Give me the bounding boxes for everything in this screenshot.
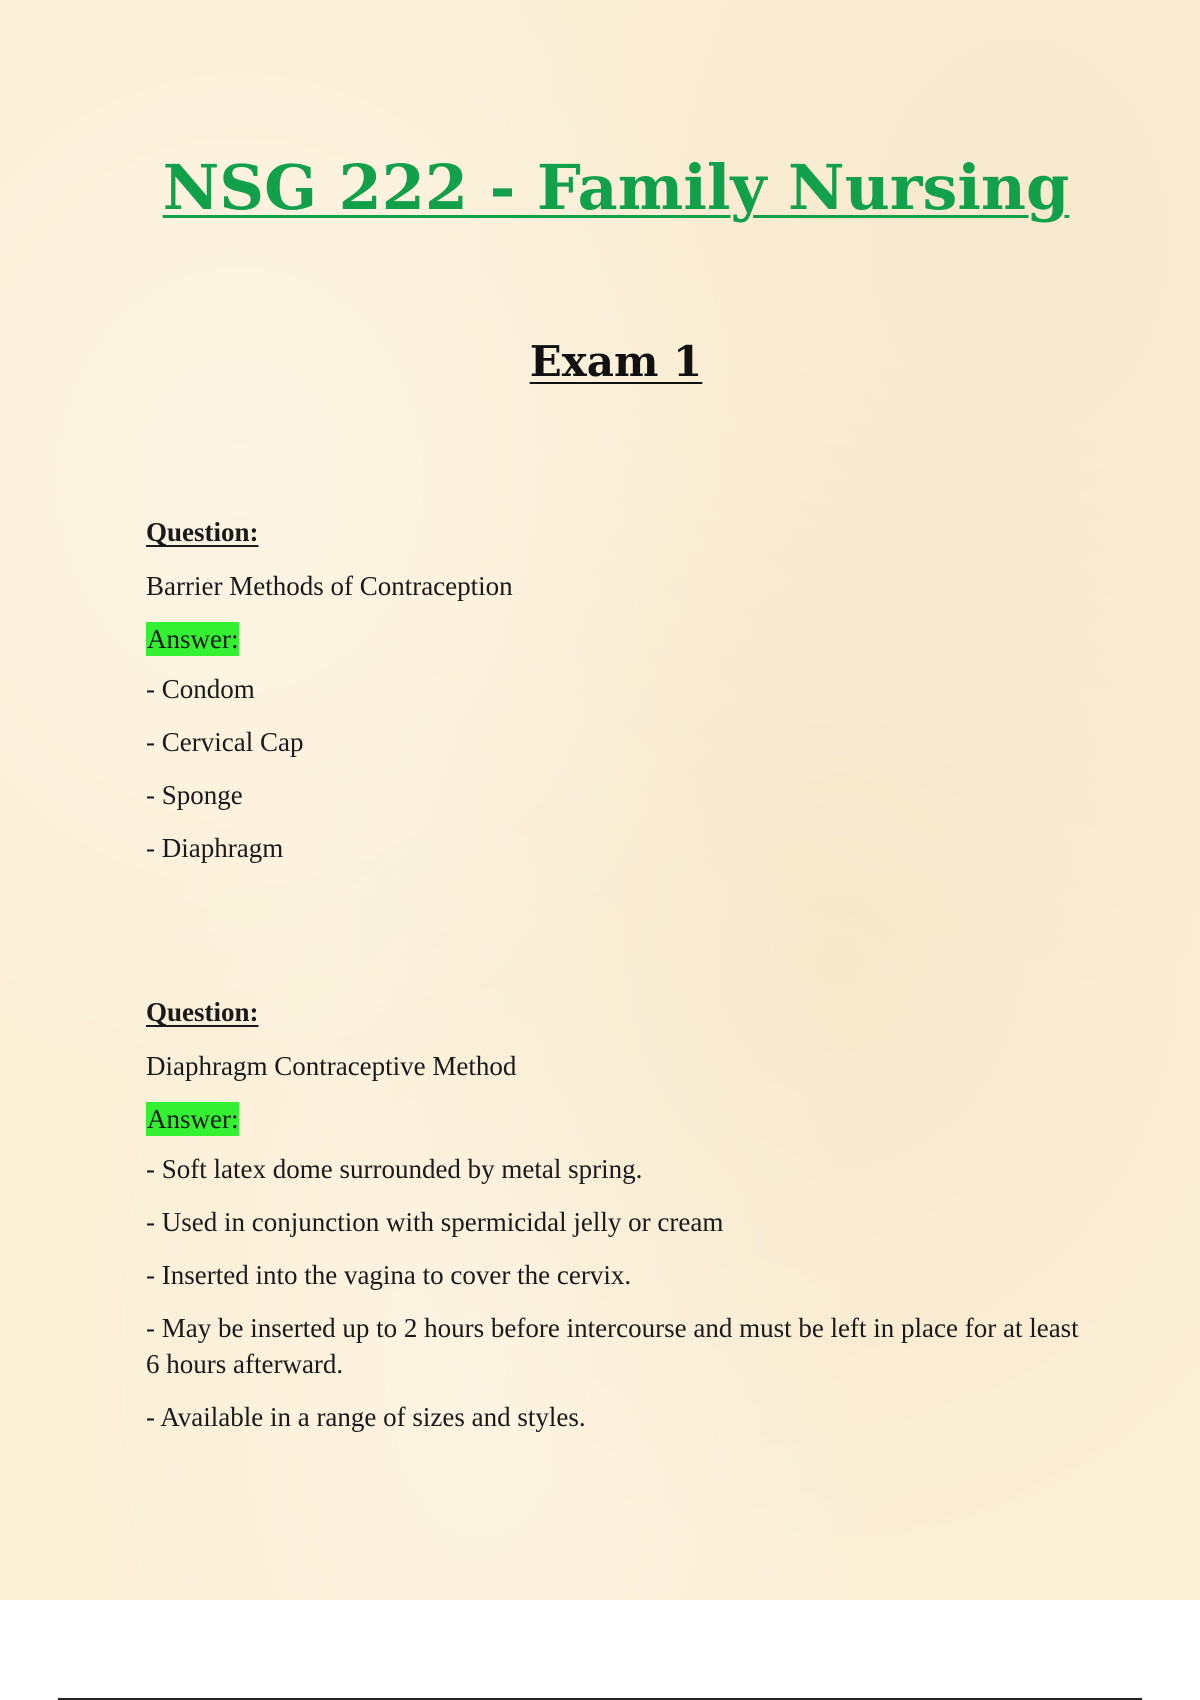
exam-title-text: Exam 1 (529, 337, 703, 386)
answer-list (146, 671, 1086, 866)
answer-item: - Used in conjunction with spermicidal jelly or cream (146, 1207, 724, 1237)
answer-item: - Condom (146, 674, 255, 704)
answer-item: - May be inserted up to 2 hours before intercourse and must be left in place for at least 6 hours afterward. (146, 1313, 1079, 1379)
answer-label: Answer: (147, 624, 239, 654)
exam-title (0, 334, 1200, 390)
answer-item: - Diaphragm (146, 833, 284, 863)
question-text: Diaphragm Contraceptive Method (146, 1051, 517, 1081)
answer-row (146, 1101, 1086, 1137)
answer-item: - Cervical Cap (146, 727, 304, 757)
answer-list (146, 1151, 1086, 1435)
question-block-2 (146, 994, 1086, 1452)
answer-item: - Inserted into the vagina to cover the cervix. (146, 1260, 632, 1290)
document-title-text: NSG 222 - Family Nursing (162, 151, 1070, 224)
answer-item: - Soft latex dome surrounded by metal spring. (146, 1154, 643, 1184)
answer-row (146, 621, 1086, 657)
question-block-1 (146, 514, 1086, 883)
answer-item: - Sponge (146, 780, 243, 810)
question-text: Barrier Methods of Contraception (146, 571, 513, 601)
answer-label: Answer: (147, 1104, 239, 1134)
question-label: Question: (146, 517, 259, 547)
answer-item: - Available in a range of sizes and styles. (146, 1402, 586, 1432)
question-label: Question: (146, 997, 259, 1027)
document-title (0, 148, 1200, 228)
